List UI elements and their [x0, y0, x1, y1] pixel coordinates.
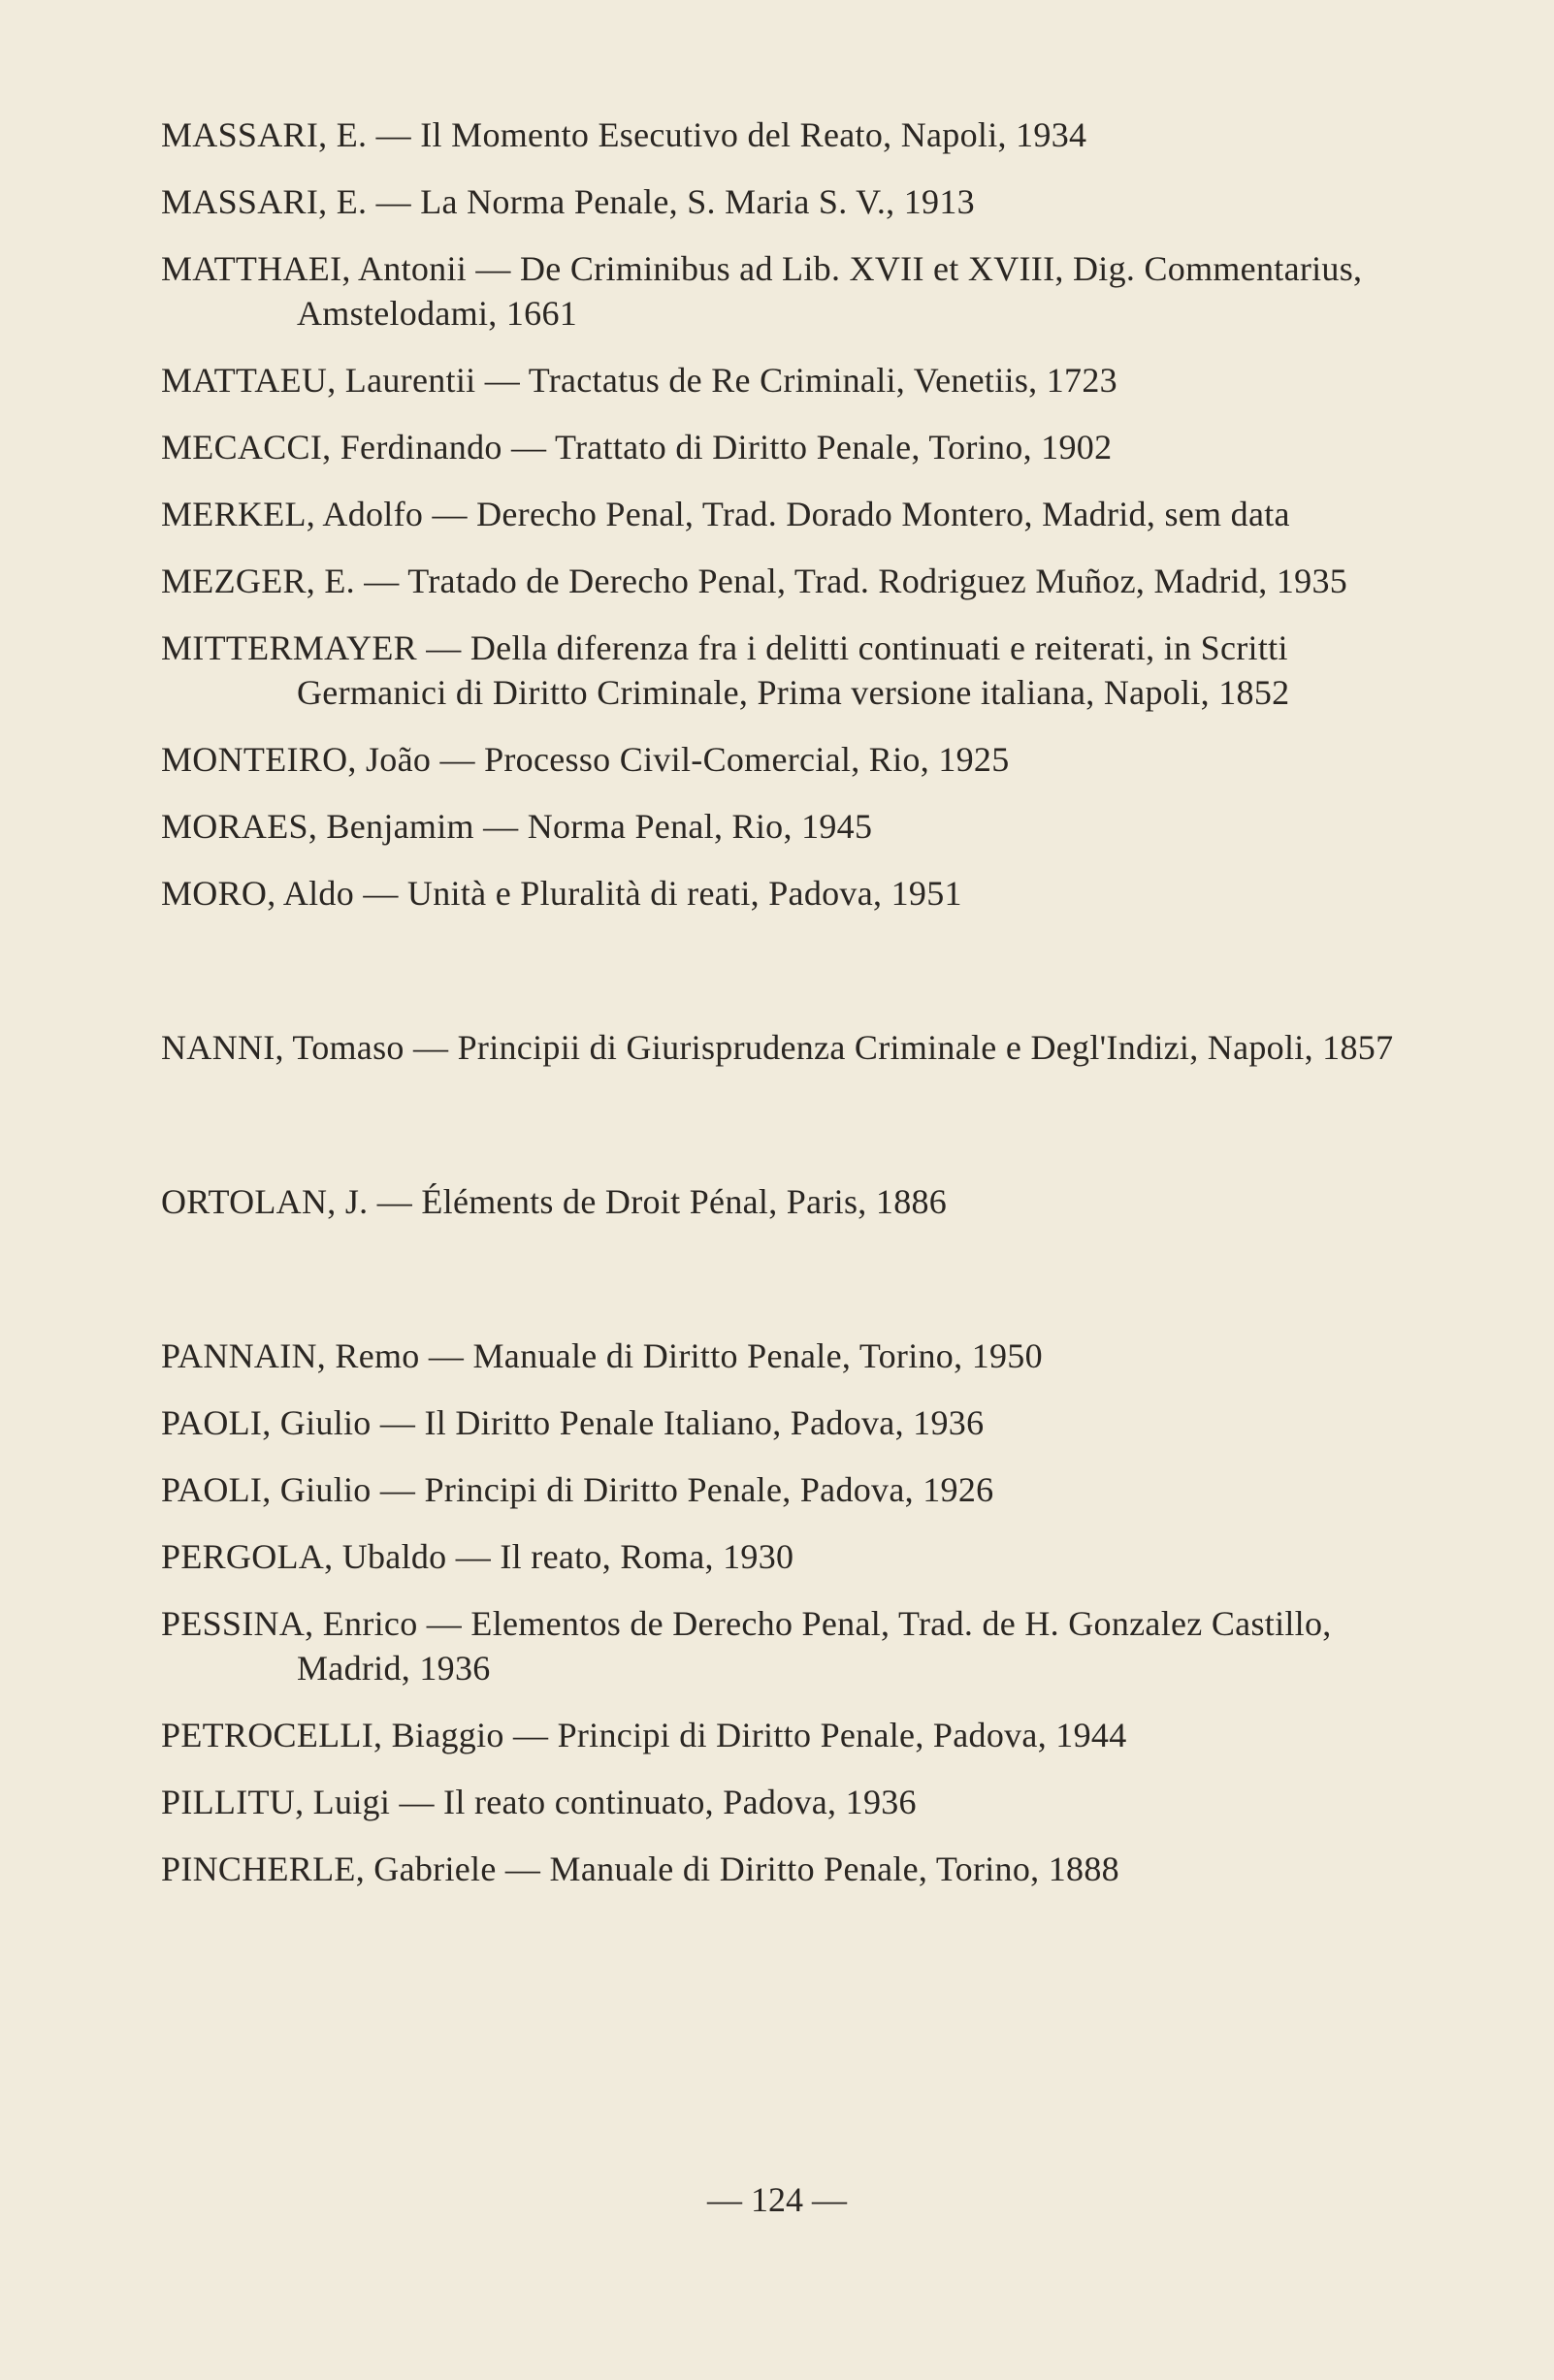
- section-gap: [161, 1092, 1441, 1179]
- bibliography-entry: MORAES, Benjamim — Norma Penal, Rio, 1945: [161, 807, 873, 846]
- bibliography-entry: MERKEL, Adolfo — Derecho Penal, Trad. Dorado Montero, Madrid, sem data: [161, 495, 1290, 533]
- bibliography-entry: MASSARI, E. — La Norma Penale, S. Maria S. V., 1913: [161, 182, 975, 221]
- bibliography-entry: MECACCI, Ferdinando — Trattato di Diritto Penale, Torino, 1902: [161, 428, 1113, 466]
- bibliography-entry: MASSARI, E. — Il Momento Esecutivo del Reato, Napoli, 1934: [161, 115, 1087, 154]
- bibliography-entry: PINCHERLE, Gabriele — Manuale di Diritto Penale, Torino, 1888: [161, 1849, 1119, 1888]
- bibliography-entry: PAOLI, Giulio — Principi di Diritto Penale, Padova, 1926: [161, 1470, 994, 1509]
- section-o: [161, 1179, 1441, 1224]
- section-p: [161, 1334, 1441, 1891]
- bibliography-entry: MATTAEU, Laurentii — Tractatus de Re Criminali, Venetiis, 1723: [161, 361, 1117, 400]
- bibliography-entry: PESSINA, Enrico — Elementos de Derecho Penal, Trad. de H. Gonzalez Castillo, Madrid, 1936: [161, 1604, 1332, 1688]
- bibliography-entry: MITTERMAYER — Della diferenza fra i delitti continuati e reiterati, in Scritti Germanici di Diritto Criminale, Prima versione italiana, Napoli, 1852: [161, 628, 1290, 712]
- section-gap: [161, 938, 1441, 1025]
- bibliography-entry: ORTOLAN, J. — Éléments de Droit Pénal, Paris, 1886: [161, 1182, 948, 1221]
- bibliography-entry: MORO, Aldo — Unità e Pluralità di reati, Padova, 1951: [161, 874, 962, 913]
- bibliography-entry: PAOLI, Giulio — Il Diritto Penale Italiano, Padova, 1936: [161, 1403, 985, 1442]
- page-number: — 124 —: [707, 2180, 847, 2219]
- bibliography-entry: PETROCELLI, Biaggio — Principi di Diritto Penale, Padova, 1944: [161, 1716, 1127, 1754]
- bibliography-entry: NANNI, Tomaso — Principii di Giurisprudenza Criminale e Degl'Indizi, Napoli, 1857: [161, 1028, 1394, 1067]
- bibliography-entry: MEZGER, E. — Tratado de Derecho Penal, Trad. Rodriguez Muñoz, Madrid, 1935: [161, 562, 1348, 600]
- bibliography-entry: PILLITU, Luigi — Il reato continuato, Padova, 1936: [161, 1783, 917, 1821]
- bibliography-entry: PERGOLA, Ubaldo — Il reato, Roma, 1930: [161, 1537, 794, 1576]
- bibliography-entry: PANNAIN, Remo — Manuale di Diritto Penale, Torino, 1950: [161, 1336, 1043, 1375]
- bibliography-entry: MONTEIRO, João — Processo Civil-Comercial, Rio, 1925: [161, 740, 1010, 779]
- section-n: [161, 1025, 1441, 1070]
- bibliography-list: [161, 113, 1441, 1914]
- section-m: [161, 113, 1441, 916]
- section-gap: [161, 1246, 1441, 1334]
- bibliography-entry: MATTHAEI, Antonii — De Criminibus ad Lib. XVII et XVIII, Dig. Commentarius, Amstelodami, 1661: [161, 249, 1363, 333]
